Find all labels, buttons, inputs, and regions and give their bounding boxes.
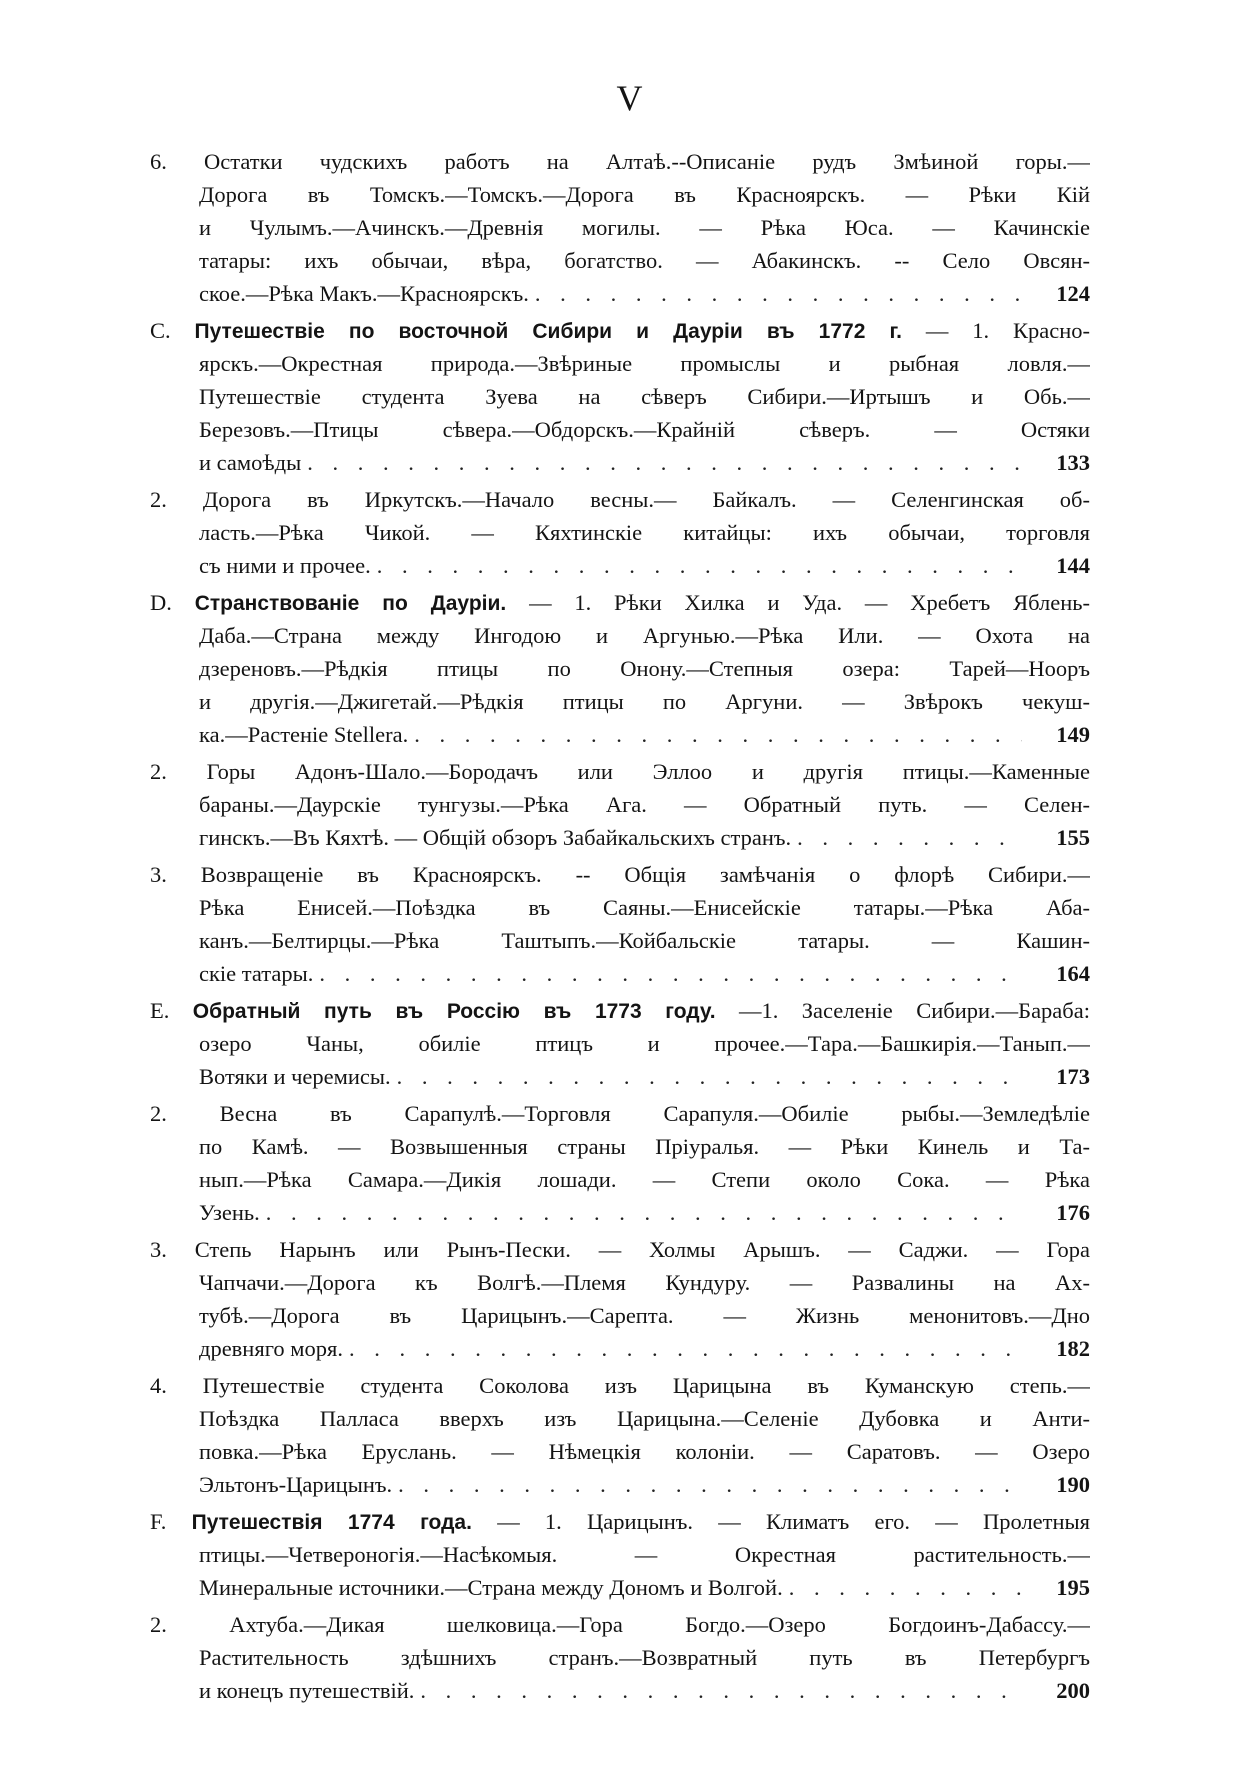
- section-heading: Путешествія 1774 года.: [191, 1511, 472, 1534]
- entry-text: Путешествіе студента Соколова изъ Царицына въ Куманскую степь.—: [202, 1373, 1090, 1398]
- toc-entry-line: [150, 1027, 1090, 1060]
- toc-entry-last-line: [150, 277, 1090, 310]
- entry-text: птицы.—Четвероногія.—Насѣкомыя. — Окрестная растительность.—: [199, 1542, 1090, 1567]
- toc-entry-first-line: [150, 145, 1090, 178]
- toc-entry-line: [150, 891, 1090, 924]
- toc-entry-first-line: [150, 483, 1090, 516]
- toc-entry: [150, 1097, 1090, 1229]
- toc-entry-last-line: [150, 957, 1090, 990]
- toc-entry-last-line: [150, 1060, 1090, 1093]
- toc-entry-line: [150, 1266, 1090, 1299]
- entry-text: нып.—Рѣка Самара.—Дикія лошади. — Степи около Сока. — Рѣка: [199, 1167, 1090, 1192]
- entry-marker: 2.: [150, 487, 167, 512]
- dot-leader: [319, 957, 1022, 990]
- toc-entry-first-line: [150, 586, 1090, 619]
- entry-marker: F.: [150, 1509, 167, 1534]
- entry-text: ское.—Рѣка Макъ.—Красноярскъ.: [199, 281, 529, 306]
- entry-marker: 4.: [150, 1373, 167, 1398]
- entry-text: ласть.—Рѣка Чикой. — Кяхтинскіе китайцы: ихъ обычаи, торговля: [199, 520, 1090, 545]
- toc-entry-line: [150, 347, 1090, 380]
- entry-text: съ ними и прочее.: [199, 553, 371, 578]
- entry-text: повка.—Рѣка Еруслань. — Нѣмецкія колоніи. — Саратовъ. — Озеро: [199, 1439, 1090, 1464]
- toc-entry-last-line: [150, 1468, 1090, 1501]
- toc-entry-line: [150, 178, 1090, 211]
- toc-entry-line: [150, 924, 1090, 957]
- toc-entry: [150, 1608, 1090, 1707]
- toc-entry-first-line: [150, 994, 1090, 1027]
- entry-marker: 2.: [150, 1101, 167, 1126]
- toc-entry-first-line: [150, 1369, 1090, 1402]
- entry-text: Поѣздка Палласа вверхъ изъ Царицына.—Селеніе Дубовка и Анти-: [199, 1406, 1090, 1431]
- dot-leader: [307, 446, 1022, 479]
- entry-text: Минеральные источники.—Страна между Дономъ и Волгой.: [199, 1575, 783, 1600]
- page-reference: 195: [1056, 1575, 1090, 1600]
- toc-entry-line: [150, 380, 1090, 413]
- toc-entry-first-line: [150, 755, 1090, 788]
- page-reference: 164: [1056, 961, 1090, 986]
- toc-entry-line: [150, 1538, 1090, 1571]
- entry-marker: 3.: [150, 1237, 167, 1262]
- entry-text: и конецъ путешествій.: [199, 1678, 415, 1703]
- toc-entry-last-line: [150, 1196, 1090, 1229]
- toc-entry: [150, 755, 1090, 854]
- toc-entry-last-line: [150, 549, 1090, 582]
- toc-entry-first-line: [150, 1505, 1090, 1538]
- toc-entry-line: [150, 1130, 1090, 1163]
- entry-marker: D.: [150, 590, 172, 615]
- entry-text: и самоѣды: [199, 450, 302, 475]
- entry-text: Эльтонъ-Царицынъ.: [199, 1472, 393, 1497]
- dot-leader: [797, 821, 1022, 854]
- toc-entry: [150, 145, 1090, 310]
- entry-marker: E.: [150, 998, 170, 1023]
- entry-text: Даба.—Страна между Ингодою и Аргунью.—Рѣка Или. — Охота на: [199, 623, 1090, 648]
- entry-text: Дорога въ Томскъ.—Томскъ.—Дорога въ Красноярскъ. — Рѣки Кій: [199, 182, 1090, 207]
- entry-text: татары: ихъ обычаи, вѣра, богатство. — Абакинскъ. -- Село Овсян-: [199, 248, 1090, 273]
- toc-entry-line: [150, 244, 1090, 277]
- toc-entry-line: [150, 652, 1090, 685]
- entry-text: гинскъ.—Въ Кяхтѣ. — Общій обзоръ Забайкальскихъ странъ.: [199, 825, 792, 850]
- entry-marker: 3.: [150, 862, 167, 887]
- toc-entry-line: [150, 516, 1090, 549]
- toc-entry-line: [150, 1163, 1090, 1196]
- entry-text: по Камѣ. — Возвышенныя страны Пріуралья. — Рѣки Кинель и Та-: [199, 1134, 1090, 1159]
- toc-entry-last-line: [150, 1332, 1090, 1365]
- dot-leader: [266, 1196, 1022, 1229]
- entry-text: и Чулымъ.—Ачинскъ.—Древнія могилы. — Рѣка Юса. — Качинскіе: [199, 215, 1090, 240]
- entry-text: Весна въ Сарапулѣ.—Торговля Сарапуля.—Обиліе рыбы.—Земледѣліе: [219, 1101, 1090, 1126]
- entry-text: — 1. Рѣки Хилка и Уда. — Хребетъ Яблень-: [529, 590, 1090, 615]
- dot-leader: [377, 549, 1022, 582]
- entry-text: озеро Чаны, обиліе птицъ и прочее.—Тара.—Башкирія.—Танып.—: [199, 1031, 1090, 1056]
- toc-entry: [150, 994, 1090, 1093]
- entry-text: Ахтуба.—Дикая шелковица.—Гора Богдо.—Озеро Богдоинъ-Дабассу.—: [229, 1612, 1090, 1637]
- dot-leader: [420, 1674, 1022, 1707]
- page-reference: 149: [1056, 722, 1090, 747]
- toc-entry-last-line: [150, 1571, 1090, 1604]
- toc-entry-line: [150, 1402, 1090, 1435]
- entry-marker: 2.: [150, 1612, 167, 1637]
- entry-text: Степь Нарынъ или Рынъ-Пески. — Холмы Арышъ. — Саджи. — Гора: [194, 1237, 1090, 1262]
- toc-entry-first-line: [150, 314, 1090, 347]
- entry-text: Березовъ.—Птицы сѣвера.—Обдорскъ.—Крайній сѣверъ. — Остяки: [199, 417, 1090, 442]
- toc-entry-last-line: [150, 446, 1090, 479]
- page-reference: 144: [1056, 553, 1090, 578]
- entry-text: — 1. Царицынъ. — Климатъ его. — Пролетныя: [497, 1509, 1090, 1534]
- toc-entry-first-line: [150, 1233, 1090, 1266]
- dot-leader: [789, 1571, 1022, 1604]
- entry-text: Рѣка Енисей.—Поѣздка въ Саяны.—Енисейскіе татары.—Рѣка Аба-: [199, 895, 1090, 920]
- toc-entry: [150, 1369, 1090, 1501]
- page-reference: 190: [1056, 1472, 1090, 1497]
- entry-text: Горы Адонъ-Шало.—Бородачъ или Эллоо и другія птицы.—Каменные: [206, 759, 1090, 784]
- toc-entry: [150, 858, 1090, 990]
- toc-entry-line: [150, 1299, 1090, 1332]
- entry-text: древняго моря.: [199, 1336, 343, 1361]
- toc-entry-line: [150, 413, 1090, 446]
- entry-text: ярскъ.—Окрестная природа.—Звѣриные промыслы и рыбная ловля.—: [199, 351, 1090, 376]
- toc-entry: [150, 314, 1090, 479]
- entry-text: —1. Заселеніе Сибири.—Бараба:: [738, 998, 1090, 1023]
- table-of-contents: [150, 145, 1090, 1711]
- entry-text: дзереновъ.—Рѣдкія птицы по Онону.—Степныя озера: Тарей—Нооръ: [199, 656, 1090, 681]
- entry-text: канъ.—Белтирцы.—Рѣка Таштыпъ.—Койбальскіе татары. — Кашин-: [199, 928, 1090, 953]
- section-heading: Странствованіе по Дауріи.: [194, 592, 507, 615]
- toc-entry: [150, 483, 1090, 582]
- dot-leader: [349, 1332, 1022, 1365]
- dot-leader: [398, 1468, 1022, 1501]
- page-reference: 200: [1056, 1678, 1090, 1703]
- entry-text: скіе татары.: [199, 961, 314, 986]
- toc-entry-first-line: [150, 1097, 1090, 1130]
- dot-leader: [535, 277, 1022, 310]
- entry-text: бараны.—Даурскіе тунгузы.—Рѣка Ага. — Обратный путь. — Селен-: [199, 792, 1090, 817]
- page-reference: 182: [1056, 1336, 1090, 1361]
- section-heading: Путешествіе по восточной Сибири и Дауріи въ 1772 г.: [194, 320, 902, 343]
- entry-marker: 2.: [150, 759, 167, 784]
- entry-text: Остатки чудскихъ работъ на Алтаѣ.--Описаніе рудъ Змѣиной горы.—: [204, 149, 1090, 174]
- entry-text: Узень.: [199, 1200, 260, 1225]
- entry-text: и другія.—Джигетай.—Рѣдкія птицы по Аргуни. — Звѣрокъ чекуш-: [199, 689, 1090, 714]
- toc-entry-last-line: [150, 1674, 1090, 1707]
- toc-entry-line: [150, 685, 1090, 718]
- entry-text: Дорога въ Иркутскъ.—Начало весны.— Байкалъ. — Селенгинская об-: [202, 487, 1090, 512]
- toc-entry-last-line: [150, 718, 1090, 751]
- toc-entry: [150, 1505, 1090, 1604]
- page-number: V: [616, 78, 643, 118]
- toc-entry-line: [150, 619, 1090, 652]
- page-reference: 155: [1056, 825, 1090, 850]
- page-reference: 124: [1056, 281, 1090, 306]
- entry-marker: C.: [150, 318, 171, 343]
- entry-text: — 1. Красно-: [925, 318, 1090, 343]
- section-heading: Обратный путь въ Россію въ 1773 году.: [192, 1000, 716, 1023]
- page-reference: 173: [1056, 1064, 1090, 1089]
- toc-entry: [150, 586, 1090, 751]
- toc-entry-last-line: [150, 821, 1090, 854]
- entry-text: Путешествіе студента Зуева на сѣверъ Сибири.—Иртышъ и Обь.—: [199, 384, 1090, 409]
- toc-entry: [150, 1233, 1090, 1365]
- entry-text: Вотяки и черемисы.: [199, 1064, 391, 1089]
- entry-text: Чапчачи.—Дорога къ Волгѣ.—Племя Кундуру. — Развалины на Ах-: [199, 1270, 1090, 1295]
- entry-text: тубѣ.—Дорога въ Царицынъ.—Сарепта. — Жизнь менонитовъ.—Дно: [199, 1303, 1090, 1328]
- page-reference: 176: [1056, 1200, 1090, 1225]
- toc-entry-first-line: [150, 858, 1090, 891]
- entry-text: ка.—Растеніе Stellera.: [199, 722, 409, 747]
- toc-entry-line: [150, 1435, 1090, 1468]
- dot-leader: [397, 1060, 1022, 1093]
- entry-marker: 6.: [150, 149, 167, 174]
- toc-entry-line: [150, 211, 1090, 244]
- entry-text: Растительность здѣшнихъ странъ.—Возвратный путь въ Петербургъ: [199, 1645, 1090, 1670]
- toc-entry-line: [150, 1641, 1090, 1674]
- toc-entry-line: [150, 788, 1090, 821]
- page-reference: 133: [1056, 450, 1090, 475]
- dot-leader: [414, 718, 1022, 751]
- entry-text: Возвращеніе въ Красноярскъ. -- Общія замѣчанія о флорѣ Сибири.—: [200, 862, 1090, 887]
- toc-entry-first-line: [150, 1608, 1090, 1641]
